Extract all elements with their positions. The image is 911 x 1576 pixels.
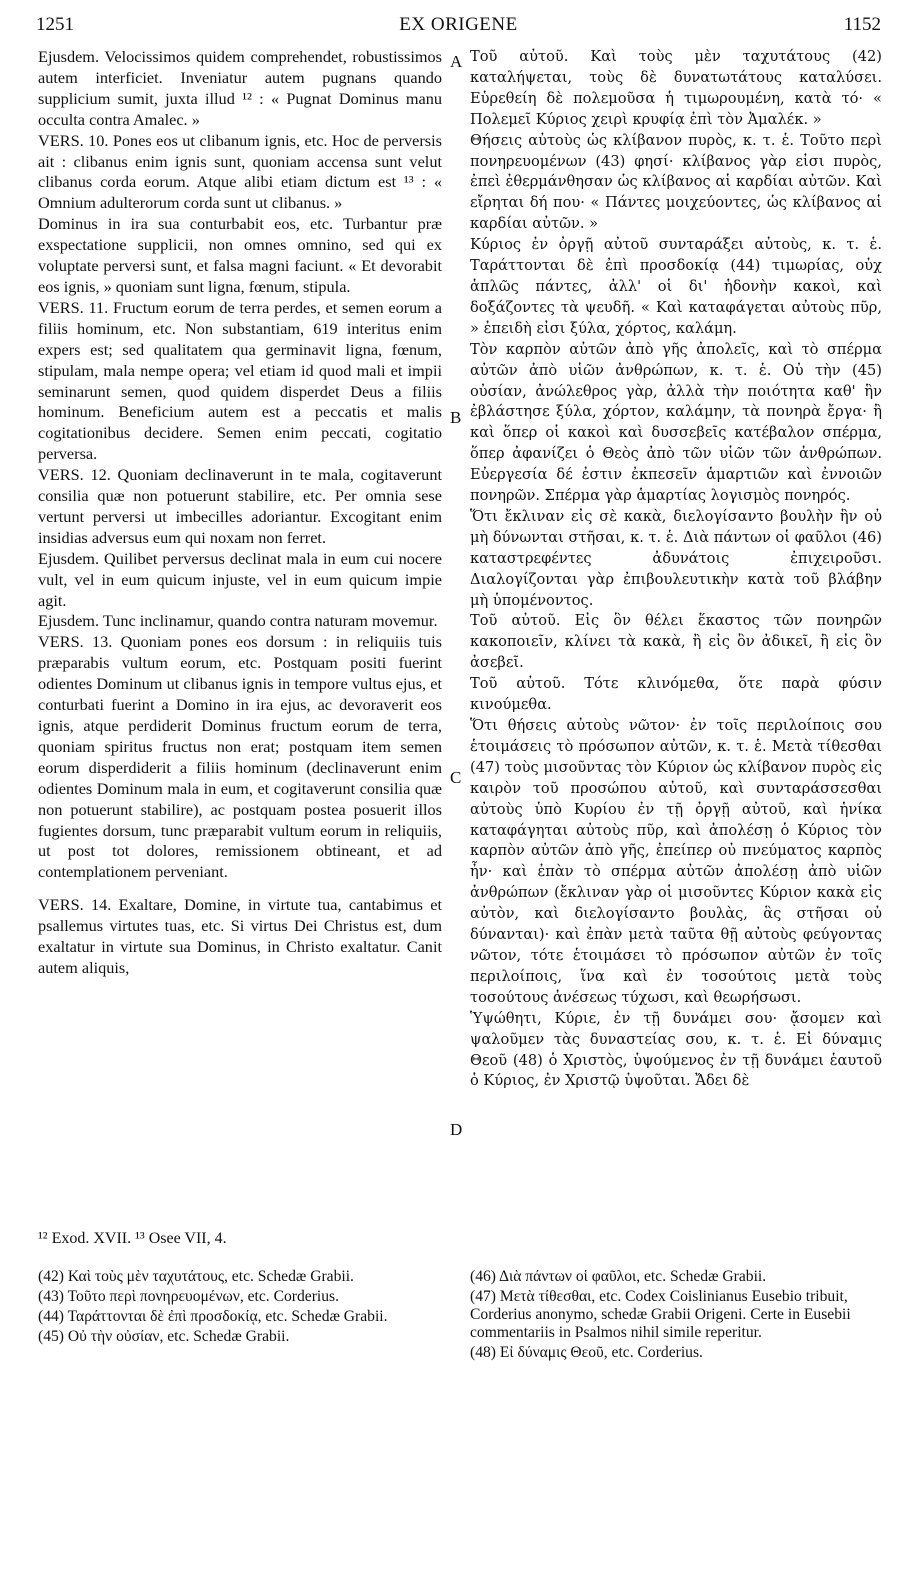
greek-column bbox=[470, 47, 882, 1092]
latin-paragraph: VERS. 11. Fructum eorum de terra perdes, et semen eorum a filiis hominum, etc. Non substantiam, 619 interitus enim expers est; sed qualitatem qua germinavit ligna, fœnum, stipulam, mala nempe opera; vel etiam id quod mali et impii seminarunt semen, quod quidem disperdet Deus a filiis hominum. Beneficium autem est a peccatis et malis cogitationibus decidere. Semen enim peccati, cogitatio perversa. bbox=[38, 297, 442, 464]
page-number-right: 1152 bbox=[843, 14, 881, 35]
greek-paragraph: Τοῦ αὐτοῦ. Καὶ τοὺς μὲν ταχυτάτους (42) καταλήψεται, τοὺς δὲ δυνατωτάτους καταλύσει. Εὑρεθείη δὲ πολεμοῦσα ἡ τιμωρουμένη, κατὰ τό· « Πολεμεῖ Κύριος χειρὶ κρυφίᾳ ἐπὶ τὸν Ἀμαλέκ. » bbox=[470, 48, 882, 128]
greek-paragraph: Κύριος ἐν ὀργῇ αὐτοῦ συνταράξει αὐτοὺς, κ. τ. ἑ. Ταράττονται δὲ ἐπὶ προσδοκίᾳ (44) τιμωρίας, οὐχ ἁπλῶς πάντες, ἀλλ' οἱ δι' ἡδονὴν κακοὶ, καὶ δοξάζοντες τὰ ψευδῆ. « Καὶ καταφάγεται αὐτοὺς πῦρ, » ἐπειδὴ εἰσι ξύλα, χόρτος, καλάμη. bbox=[470, 236, 882, 337]
footnotes-left bbox=[38, 1268, 442, 1348]
latin-paragraph: VERS. 13. Quoniam pones eos dorsum : in reliquiis tuis præparabis vultum eorum, etc. Postquam positi fuerint odientes Dominum ut clibanus ignis in tempore vultus ejus, et conturbati fuerint a Domino in ira ejus, ac devoraverit eos ignis, atque perdiderit Dominus fructum eorum de terra, quoniam spiritus fructus non erat; postquam item semen eorum disperdiderit a filiis hominum (declinaverunt enim odientes Dominum mala in eum, et cogitaverunt consilia quæ non potuerunt stabilire), ac postquam postea posuerit illos fugientes dorsum, tunc præparabit vultum eorum in reliquiis, ut post tot dolores, remissionem obtineant, et ad contemplationem perveniant. bbox=[38, 632, 442, 882]
footnote: (45) Οὐ τὴν οὐσίαν, etc. Schedæ Grabii. bbox=[38, 1328, 290, 1345]
footnote: (47) Μετὰ τίθεσθαι, etc. Codex Coislinianus Eusebio tribuit, Corderius anonymo, schedæ Grabii Origeni. Certe in Eusebii commentariis in Psalmos nihil simile reperitur. bbox=[470, 1288, 851, 1341]
greek-paragraph: Τοῦ αὐτοῦ. Εἰς ὃν θέλει ἕκαστος τῶν πονηρῶν κακοποιεῖν, κλίνει τὰ κακὰ, ἢ εἰς ὃν ἀδικεῖ, ἢ εἰς ὃν ἀσεβεῖ. bbox=[470, 612, 882, 672]
page-header bbox=[36, 14, 881, 38]
greek-paragraph: Ὅτι ἔκλιναν εἰς σὲ κακὰ, διελογίσαντο βουλὴν ἣν οὐ μὴ δύνωνται στῆσαι, κ. τ. ἑ. Διὰ πάντων οἱ φαῦλοι (46) καταστρεφέντες ἀδυνάτοις ἐπιχειροῦσι. Διαλογίζονται γὰρ ἐπιβουλευτικὴν κατὰ τοῦ βλάβην μὴ ὑπομένοντος. bbox=[470, 507, 882, 609]
latin-paragraph: VERS. 10. Pones eos ut clibanum ignis, etc. Hoc de perversis ait : clibanus enim ignis sunt, quoniam accensa sunt velut clibanus corda eorum. Atque alibi etiam dictum est ¹³ : « Omnium adulterorum corda sunt ut clibanus. » bbox=[38, 130, 442, 213]
footnote: (42) Καὶ τοὺς μὲν ταχυτάτους, etc. Schedæ Grabii. bbox=[38, 1268, 354, 1285]
greek-paragraph: Ὅτι θήσεις αὐτοὺς νῶτον· ἐν τοῖς περιλοίποις σου ἑτοιμάσεις τὸ πρόσωπον αὐτῶν, κ. τ. ἑ. Μετὰ τίθεσθαι (47) τοὺς μισοῦντας τὸν Κύριον ὡς κλίβανον πυρὸς εἰς καιρὸν τοῦ προσώπου αὐτοῦ, καὶ συνταράσσεσθαι αὐτοὺς ὑπὸ Κυρίου ἐν τῇ ὀργῇ αὐτοῦ, καὶ ἡνίκα καταφάγηται αὐτοὺς πῦρ, καὶ ἀπολέσῃ ὁ Κύριος τὸν καρπὸν αὐτῶν ἀπὸ γῆς, ἐπείπερ οὐ πνεύματος καρπὸς ἦν· καὶ ἐπὰν τὸ σπέρμα αὐτῶν ἀπολέσῃ ἀπὸ υἱῶν ἀνθρώπων (ἔκλιναν γὰρ οἱ μισοῦντες Κύριον κακὰ εἰς αὐτὸν, καὶ διελογίσαντο βουλὰς, ἃς στῆσαι οὐ δύνανται)· καὶ ἐπὰν μετὰ ταῦτα θῇ αὐτοὺς φεύγοντας νῶτον, τότε ἑτοιμάσει τὸ πρόσωπον αὐτῶν ἐν τοῖς περιλοίποις, ἵνα καὶ ἐν τοσούτοις μετὰ τοὺς τοσούτους ἀνέσεως τύχωσι, καὶ θεωρήσωσι. bbox=[470, 717, 882, 1006]
footnote: (46) Διὰ πάντων οἱ φαῦλοι, etc. Schedæ Grabii. bbox=[470, 1268, 767, 1285]
greek-paragraph: Τοῦ αὐτοῦ. Τότε κλινόμεθα, ὅτε παρὰ φύσιν κινούμεθα. bbox=[470, 675, 882, 714]
footnote: (43) Τοῦτο περὶ πονηρευομένων, etc. Corderius. bbox=[38, 1288, 339, 1305]
running-title: EX ORIGENE bbox=[399, 14, 518, 35]
margin-marker-a: A bbox=[450, 52, 463, 71]
margin-marker-b: B bbox=[450, 408, 462, 427]
latin-paragraph: Dominus in ira sua conturbabit eos, etc. Turbantur præ exspectatione supplicii, non omnes omnino, sed qui ex voluptate perversi sunt, et falsa magni faciunt. « Et devorabit eos ignis, » quoniam sunt ligna, fœnum, stipula. bbox=[38, 214, 442, 296]
latin-column bbox=[38, 47, 442, 979]
margin-marker-d: D bbox=[450, 1120, 463, 1139]
page-number-left: 1251 bbox=[36, 14, 74, 35]
footnote: (44) Ταράττονται δὲ ἐπὶ προσδοκίᾳ, etc. Schedæ Grabii. bbox=[38, 1308, 388, 1325]
footnote: (48) Εἰ δύναμις Θεοῦ, etc. Corderius. bbox=[470, 1344, 703, 1361]
greek-paragraph: Θήσεις αὐτοὺς ὡς κλίβανον πυρὸς, κ. τ. ἑ. Τοῦτο περὶ πονηρευομένων (43) φησί· κλίβανος γὰρ εἰσι πυρὸς, ἐπεὶ ἐθερμάνθησαν ὡς κλίβανος αἱ καρδίαι αὐτῶν. Καὶ εἴρηται δή που· « Πάντες μοιχεύοντες, ὡς κλίβανος αἱ καρδίαι αὐτῶν. » bbox=[470, 131, 882, 233]
footnotes-right bbox=[470, 1268, 882, 1364]
latin-paragraph: VERS. 14. Exaltare, Domine, in virtute tua, cantabimus et psallemus virtutes tuas, etc. Si virtus Dei Christus est, dum exaltatur in virtute sua Dominus, in Christo exaltatur. Canit autem aliquis, bbox=[38, 895, 442, 977]
greek-paragraph: Τὸν καρπὸν αὐτῶν ἀπὸ γῆς ἀπολεῖς, καὶ τὸ σπέρμα αὐτῶν ἀπὸ υἱῶν ἀνθρώπων, κ. τ. ἑ. Οὐ τὴν (45) οὐσίαν, ἀνώλεθρος γὰρ, ἀλλὰ τὴν ποιότητα καθ' ἣν ἐβλάστησε ξύλα, χόρτον, καλάμην, τὰ πονηρὰ ἔργα· ἢ καὶ ὅπερ οἱ κακοὶ καὶ δυσσεβεῖς κατέβαλον σπέρμα, ὅπερ ἀφανίζει ὁ Θεὸς ἀπὸ τῶν υἱῶν τῶν ἀνθρώπων. Εὐεργεσία δέ ἐστιν ἐκπεσεῖν ἁμαρτιῶν καὶ ἐννοιῶν πονηρῶν. Σπέρμα γὰρ ἁμαρτίας λογισμὸς πονηρός. bbox=[470, 340, 882, 505]
latin-paragraph: Ejusdem. Tunc inclinamur, quando contra naturam movemur. bbox=[38, 611, 438, 631]
latin-paragraph: Ejusdem. Quilibet perversus declinat mala in eum cui nocere vult, vel in eum quicum injuste, vel in eum quicum impie agit. bbox=[38, 548, 442, 610]
margin-marker-c: C bbox=[450, 768, 462, 787]
scripture-references: ¹² Exod. XVII. ¹³ Osee VII, 4. bbox=[38, 1230, 227, 1247]
greek-paragraph: Ὑψώθητι, Κύριε, ἐν τῇ δυνάμει σου· ᾄσομεν καὶ ψαλοῦμεν τὰς δυναστείας σου, κ. τ. ἑ. Εἰ δύναμις Θεοῦ (48) ὁ Χριστὸς, ὑψούμενος ἐν τῇ δυνάμει ἑαυτοῦ ὁ Κύριος, ἐν Χριστῷ ὑψοῦται. Ἄδει δὲ bbox=[470, 1009, 882, 1090]
latin-paragraph: Ejusdem. Velocissimos quidem comprehendet, robustissimos autem interficiet. Inveniatur autem pugnans quando supplicium sumit, juxta illud ¹² : « Pugnat Dominus manu occulta contra Amalec. » bbox=[38, 47, 442, 129]
latin-paragraph: VERS. 12. Quoniam declinaverunt in te mala, cogitaverunt consilia quæ non potuerunt stabilire, etc. Per omnia sese vertunt perversi ut imbecilles adoriantur. Excogitant enim insidias adversus eum qui noxam non ferret. bbox=[38, 465, 442, 547]
